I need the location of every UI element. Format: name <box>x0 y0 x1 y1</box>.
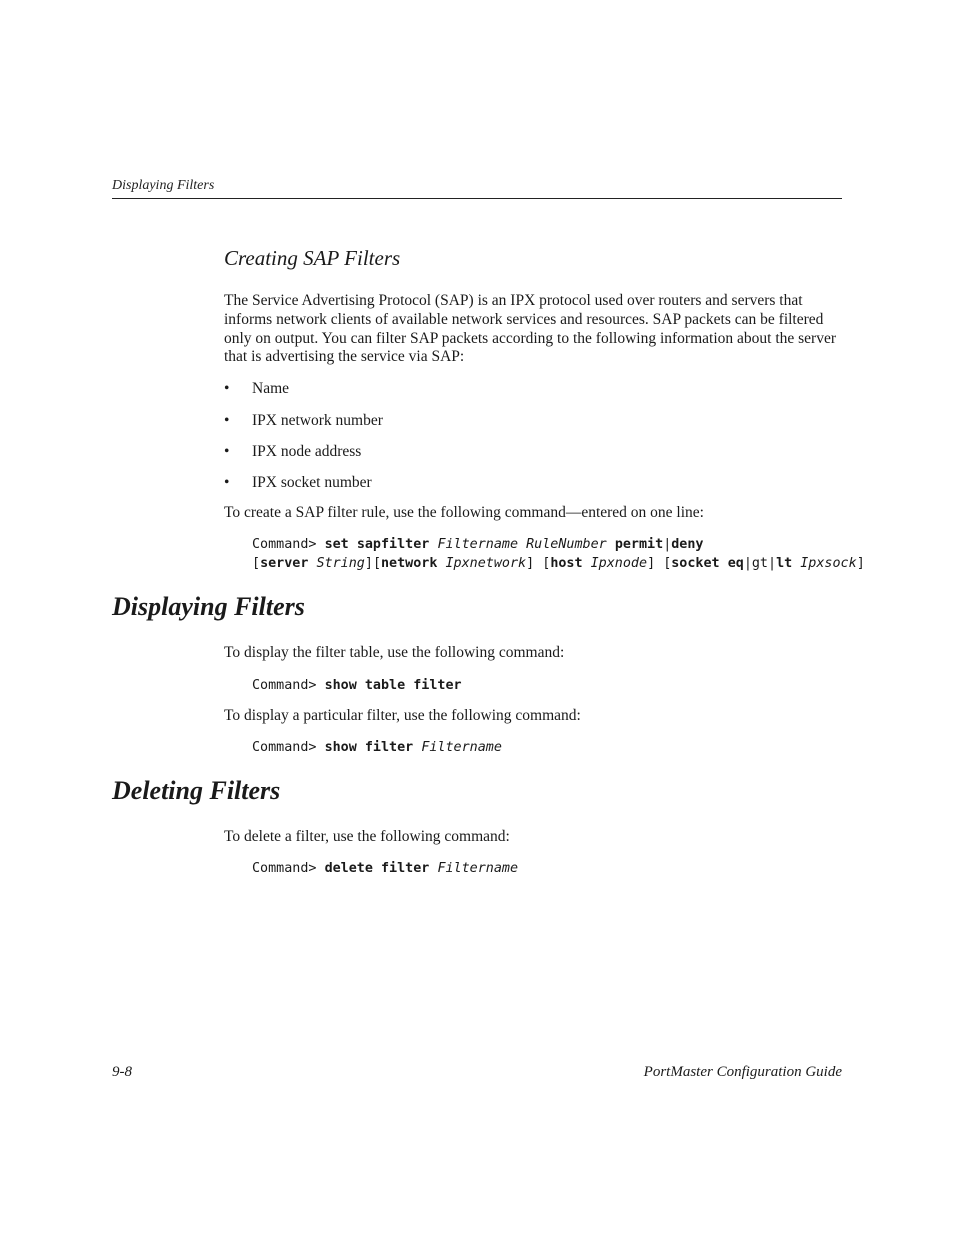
header-rule <box>112 198 842 199</box>
command-keywords: show table filter <box>324 678 462 693</box>
keyword-host: host <box>550 556 583 571</box>
keyword-server: server <box>260 556 309 571</box>
bullet-marker: • <box>224 443 230 460</box>
bracket: [ <box>542 556 551 571</box>
command-prompt: Command> <box>252 537 317 552</box>
delete-filter-command <box>252 859 518 878</box>
display-filter-intro: To display a particular filter, use the following command: <box>224 707 581 724</box>
bracket: [ <box>663 556 672 571</box>
arg-ipxnetwork: Ipxnetwork <box>445 556 527 571</box>
bracket: ] <box>364 556 373 571</box>
arg-ipxnode: Ipxnode <box>590 556 648 571</box>
show-table-command <box>252 676 462 695</box>
pipe: | <box>663 537 672 552</box>
command-prompt: Command> <box>252 740 317 755</box>
command-keywords: show filter <box>324 740 414 755</box>
sap-intro-paragraph: The Service Advertising Protocol (SAP) is an IPX protocol used over routers and servers that informs network clients of available network services and resources. SAP packets can be filtered only on output. You can filter SAP packets according to the following information about the server that is advertising the service via SAP: <box>224 292 836 366</box>
list-item-text: Name <box>252 380 290 397</box>
arg-rulenumber: RuleNumber <box>526 537 607 552</box>
bullet-marker: • <box>224 380 230 397</box>
bracket: [ <box>372 556 381 571</box>
keyword-gt: gt <box>751 556 768 571</box>
section-title-displaying: Displaying Filters <box>112 592 305 621</box>
command-prompt: Command> <box>252 678 317 693</box>
sap-command-intro: To create a SAP filter rule, use the following command—entered on one line: <box>224 504 704 521</box>
list-item-text: IPX node address <box>252 443 362 460</box>
subsection-title-sap: Creating SAP Filters <box>224 246 401 270</box>
book-title: PortMaster Configuration Guide <box>643 1064 842 1080</box>
arg-filtername: Filtername <box>421 740 502 755</box>
list-item-text: IPX socket number <box>252 474 372 491</box>
arg-string: String <box>316 556 365 571</box>
keyword-eq: eq <box>727 556 744 571</box>
keyword-network: network <box>381 556 438 571</box>
keyword-sapfilter: sapfilter <box>356 537 430 552</box>
page-number: 9-8 <box>112 1064 132 1080</box>
display-table-intro: To display the filter table, use the following command: <box>224 644 565 661</box>
list-item-text: IPX network number <box>252 412 383 429</box>
keyword-lt: lt <box>776 556 793 571</box>
command-prompt: Command> <box>252 861 317 876</box>
keyword-socket: socket <box>671 556 720 571</box>
section-title-deleting: Deleting Filters <box>112 776 281 805</box>
pipe: | <box>768 556 777 571</box>
running-head: Displaying Filters <box>112 178 215 193</box>
bracket: ] <box>526 556 535 571</box>
pipe: | <box>743 556 752 571</box>
sap-command-line-2 <box>252 554 865 573</box>
bracket: ] <box>856 556 865 571</box>
bracket: ] <box>647 556 656 571</box>
arg-filtername: Filtername <box>437 537 519 552</box>
keyword-permit: permit <box>614 537 664 552</box>
sap-command-line-1 <box>252 535 704 554</box>
bullet-marker: • <box>224 412 230 429</box>
bracket: [ <box>252 556 261 571</box>
keyword-deny: deny <box>671 537 704 552</box>
command-keywords: delete filter <box>324 861 430 876</box>
show-filter-command <box>252 738 502 757</box>
delete-intro: To delete a filter, use the following command: <box>224 828 510 845</box>
arg-ipxsock: Ipxsock <box>800 556 857 571</box>
arg-filtername: Filtername <box>437 861 519 876</box>
keyword-set: set <box>324 537 349 552</box>
bullet-marker: • <box>224 474 230 491</box>
